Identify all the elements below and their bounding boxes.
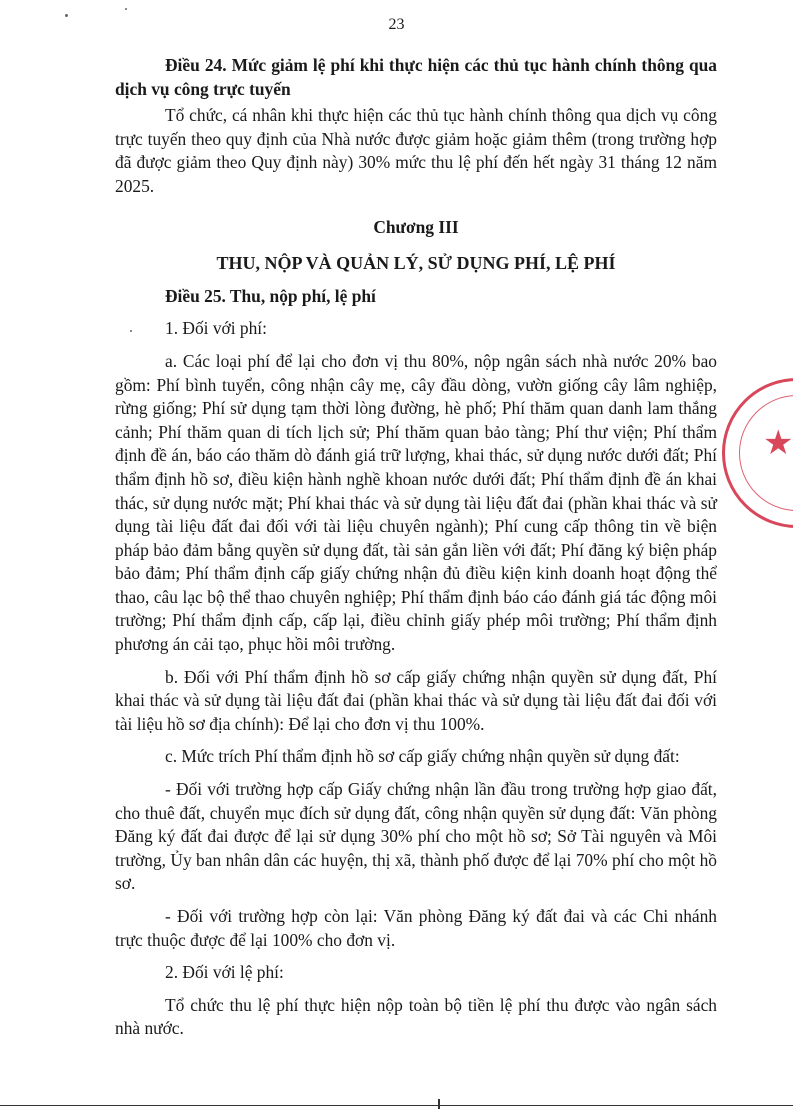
- clause-2-body: Tổ chức thu lệ phí thực hiện nộp toàn bộ tiền lệ phí thu được vào ngân sách nhà nước.: [115, 994, 717, 1039]
- clause-1c: c. Mức trích Phí thẩm định hồ sơ cấp giấy chứng nhận quyền sử dụng đất:: [165, 746, 680, 767]
- clause-1a: a. Các loại phí để lại cho đơn vị thu 80%, nộp ngân sách nhà nước 20% bao gồm: Phí bình tuyển, công nhận cây mẹ, cây đầu dòng, vườn giống cây lâm nghiệp, rừng giống; Phí sử dụng tạm thời lòng đường, hè phố; Phí thăm quan danh lam thắng cảnh; Phí thăm quan di tích lịch sử; Phí thăm quan bảo tàng; Phí thư viện; Phí thẩm định đề án, báo cáo thăm dò đánh giá trữ lượng, khai thác, sử dụng nước dưới đất; Phí thẩm định hồ sơ, điều kiện hành nghề khoan nước dưới đất; Phí thẩm định đề án khai thác, sử dụng nước mặt; Phí khai thác và sử dụng tài liệu đất đai (phần khai thác và sử dụng tài liệu đất đai đối với tài liệu chuyên ngành); Phí cung cấp thông tin về biện pháp bảo đảm bằng quyền sử dụng đất, tài sản gắn liền với đất; Phí đăng ký biện pháp bảo đảm; Phí thẩm định cấp giấy chứng nhận đủ điều kiện kinh doanh hoạt động thể thao, câu lạc bộ thể thao chuyên nghiệp; Phí thẩm định báo cáo đánh giá tác động môi trường; Phí thẩm định cấp, cấp lại, điều chỉnh giấy phép môi trường; Phí thẩm định phương án cải tạo, phục hồi môi trường.: [115, 350, 717, 655]
- chapter-title: THU, NỘP VÀ QUẢN LÝ, SỬ DỤNG PHÍ, LỆ PHÍ: [216, 253, 616, 274]
- clause-1b: b. Đối với Phí thẩm định hồ sơ cấp giấy chứng nhận quyền sử dụng đất, Phí khai thác và sử dụng tài liệu đất đai (phần khai thác và sử dụng tài liệu đất đai đối với tài liệu hồ sơ địa chính): Để lại cho đơn vị thu 100%.: [115, 666, 717, 734]
- clause-2: 2. Đối với lệ phí:: [165, 962, 284, 983]
- official-seal: [722, 378, 793, 528]
- article-24-title: Điều 24. Mức giảm lệ phí khi thực hiện các thủ tục hành chính thông qua dịch vụ công trực tuyến: [115, 55, 717, 99]
- footer-tick-mark: [438, 1099, 440, 1109]
- document-body: [115, 54, 717, 1041]
- star-icon: ★: [763, 423, 793, 463]
- footer-divider: [0, 1105, 793, 1106]
- page-number: 23: [388, 16, 405, 33]
- clause-1: 1. Đối với phí:: [165, 318, 267, 339]
- article-25-title: Điều 25. Thu, nộp phí, lệ phí: [165, 285, 376, 306]
- article-24-body: Tổ chức, cá nhân khi thực hiện các thủ tục hành chính thông qua dịch vụ công trực tuyến theo quy định của Nhà nước được giảm hoặc giảm thêm (trong trường hợp đã được giảm theo Quy định này) 30% mức thu lệ phí đến hết ngày 31 tháng 12 năm 2025.: [115, 105, 717, 196]
- clause-1c-dash-2: - Đối với trường hợp còn lại: Văn phòng Đăng ký đất đai và các Chi nhánh trực thuộc được để lại 100% cho đơn vị.: [115, 906, 717, 950]
- clause-1c-dash-1: - Đối với trường hợp cấp Giấy chứng nhận lần đầu trong trường hợp giao đất, cho thuê đất, chuyển mục đích sử dụng đất, công nhận quyền sử dụng đất: Văn phòng Đăng ký đất đai được để lại sử dụng 30% phí cho một hồ sơ; Sở Tài nguyên và Môi trường, Ủy ban nhân dân các huyện, thị xã, thành phố được để lại 70% phí cho một hồ sơ.: [115, 779, 717, 894]
- scan-speck: [125, 8, 127, 10]
- chapter-label: Chương III: [373, 216, 459, 237]
